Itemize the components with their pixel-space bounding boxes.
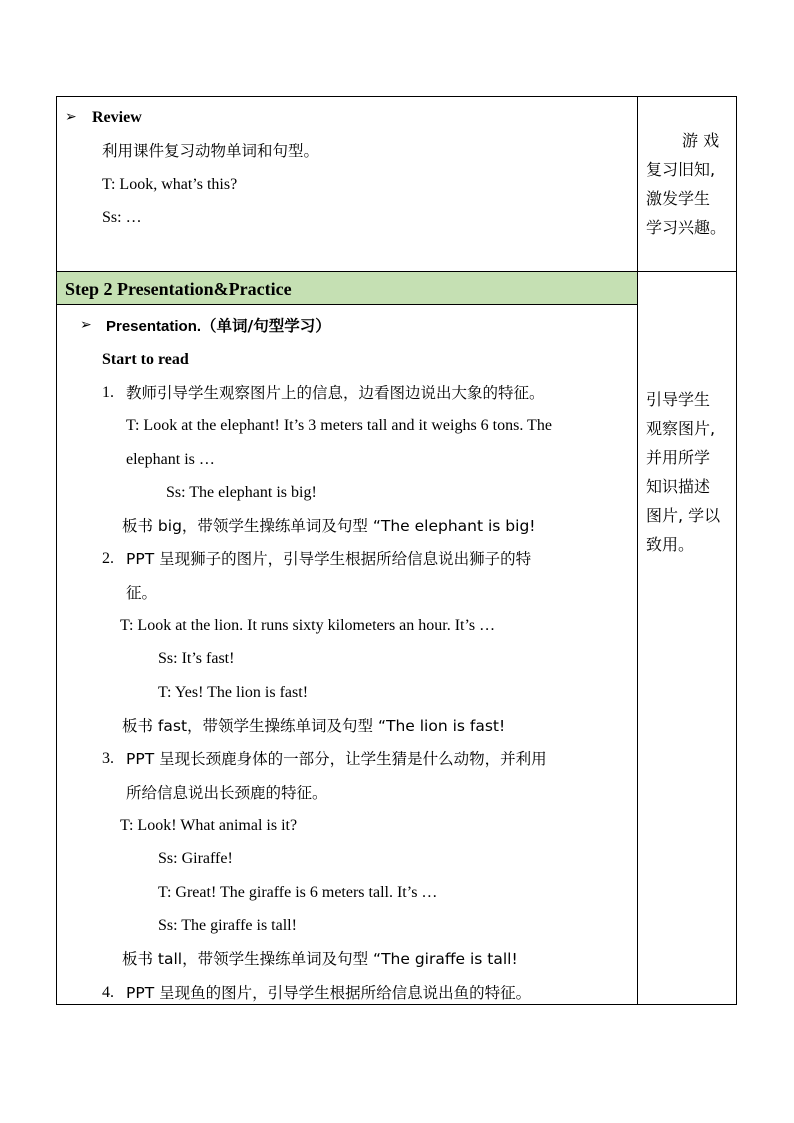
note-line: 游 戏 xyxy=(682,131,720,150)
note-line: 致用。 xyxy=(646,535,695,554)
step-title: Step 2 Presentation&Practice xyxy=(65,279,292,299)
column-divider xyxy=(637,97,638,1004)
note-line: 并用所学 xyxy=(646,448,711,467)
item-text: 征。 xyxy=(126,584,158,602)
step2-note xyxy=(646,385,720,559)
board-line: 板书 tall，带领学生操练单词及句型 “The giraffe is tall! xyxy=(122,950,518,968)
dialogue-line: elephant is … xyxy=(126,451,215,468)
item-text: PPT 呈现狮子的图片，引导学生根据所给信息说出狮子的特 xyxy=(126,550,532,568)
dialogue-line: Ss: Giraffe! xyxy=(158,850,233,867)
note-line: 激发学生 xyxy=(646,189,711,208)
item-number: 3. xyxy=(102,750,114,767)
dialogue-line: T: Yes! The lion is fast! xyxy=(158,684,309,701)
dialogue-line: Ss: It’s fast! xyxy=(158,650,235,667)
review-note xyxy=(646,126,726,242)
dialogue-line: T: Look at the lion. It runs sixty kilometers an hour. It’s … xyxy=(120,617,496,634)
step-header xyxy=(57,272,637,305)
item-text: PPT 呈现长颈鹿身体的一部分，让学生猜是什么动物，并利用 xyxy=(126,750,547,768)
note-line: 图片, 学以 xyxy=(646,506,721,525)
review-line: T: Look, what’s this? xyxy=(102,176,238,193)
item-text: 所给信息说出长颈鹿的特征。 xyxy=(126,784,328,802)
item-number: 4. xyxy=(102,984,114,1001)
lesson-plan-table xyxy=(56,96,737,1005)
dialogue-line: T: Look! What animal is it? xyxy=(120,817,298,834)
item-number: 1. xyxy=(102,384,114,401)
note-line: 复习旧知, xyxy=(646,160,716,179)
note-line: 引导学生 xyxy=(646,390,711,409)
presentation-label: Presentation.（单词/句型学习） xyxy=(106,317,331,335)
board-line: 板书 big，带领学生操练单词及句型 “The elephant is big! xyxy=(122,517,536,535)
dialogue-line: T: Look at the elephant! It’s 3 meters tall and it weighs 6 tons. The xyxy=(126,417,552,434)
item-number: 2. xyxy=(102,550,114,567)
dialogue-line: Ss: The elephant is big! xyxy=(166,484,317,501)
item-text: 教师引导学生观察图片上的信息，边看图边说出大象的特征。 xyxy=(126,384,545,402)
note-line: 观察图片, xyxy=(646,419,716,438)
start-to-read: Start to read xyxy=(102,351,189,368)
arrow-bullet-icon: ➢ xyxy=(80,317,92,333)
note-line: 知识描述 xyxy=(646,477,711,496)
arrow-bullet-icon: ➢ xyxy=(65,109,77,125)
review-line: Ss: … xyxy=(102,209,142,226)
review-title: Review xyxy=(92,109,142,126)
board-line: 板书 fast，带领学生操练单词及句型 “The lion is fast! xyxy=(122,717,506,735)
dialogue-line: Ss: The giraffe is tall! xyxy=(158,917,297,934)
item-text: PPT 呈现鱼的图片，引导学生根据所给信息说出鱼的特征。 xyxy=(126,984,532,1002)
dialogue-line: T: Great! The giraffe is 6 meters tall. It’s … xyxy=(158,884,438,901)
review-line: 利用课件复习动物单词和句型。 xyxy=(102,142,320,160)
note-line: 学习兴趣。 xyxy=(646,218,727,237)
